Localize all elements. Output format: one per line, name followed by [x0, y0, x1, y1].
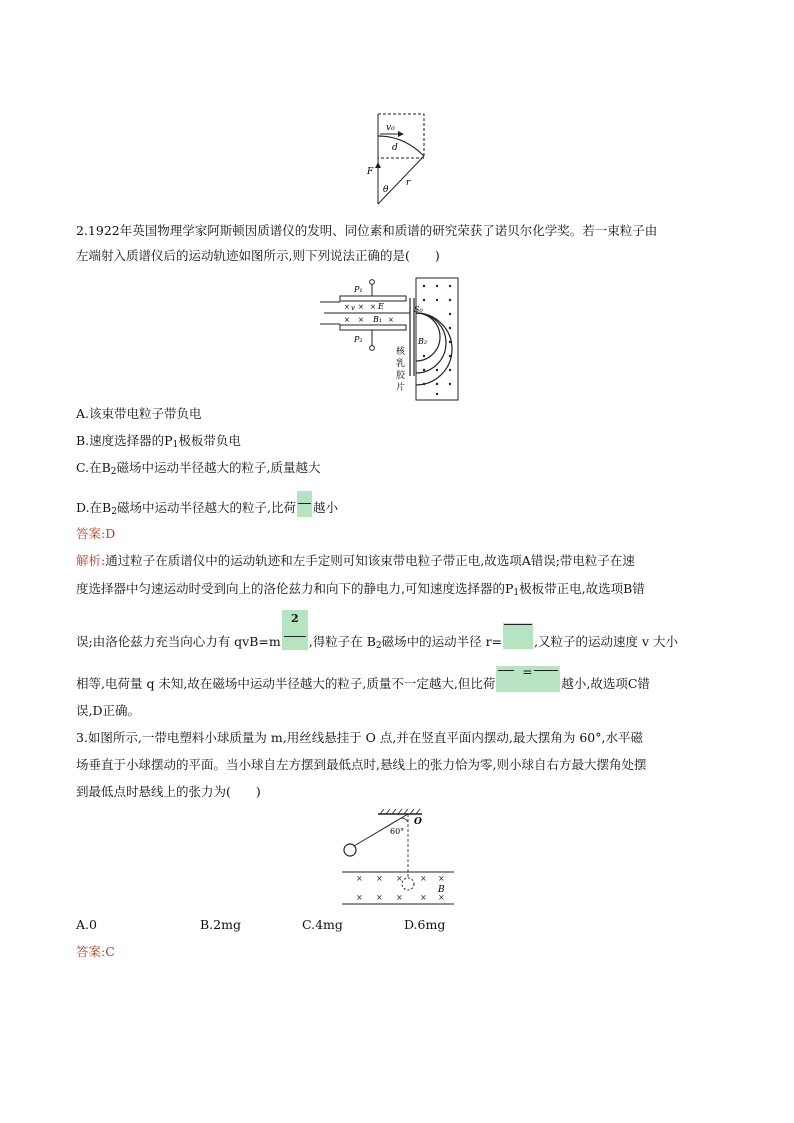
svg-text:×: ×	[396, 874, 403, 883]
figure-pendulum	[336, 808, 460, 908]
q3-answer: 答案:C	[76, 944, 115, 959]
q2-option-a: A.该束带电粒子带负电	[76, 406, 202, 421]
fraction-placeholder	[297, 491, 312, 517]
svg-text:×: ×	[420, 874, 427, 883]
svg-text:×: ×	[356, 893, 363, 902]
svg-text:×: ×	[438, 893, 445, 902]
q3-option-a: A.0	[76, 917, 97, 932]
svg-text:×: ×	[376, 893, 383, 902]
q3-option-b: B.2mg	[200, 917, 241, 932]
svg-text:×: ×	[358, 303, 364, 311]
q2-analysis-line-1: 解析:通过粒子在质谱仪中的运动轨迹和左手定则可知该束带电粒子带正电,故选项A错误;带电粒子在速	[76, 553, 635, 568]
svg-text:×: ×	[438, 874, 445, 883]
fig1-label-d: d	[392, 143, 398, 153]
fig2-film-char-4: 片	[396, 383, 406, 393]
q2-option-c: C.在$B_2$磁场中运动半径越大的粒子,质量越大	[76, 460, 321, 477]
q2-analysis-line-3: 误;由洛伦兹力充当向心力有 qvB=m 2 ,得粒子在 $B_2$磁场中的运动半径 r= ,又粒子的运动速度 v 大小	[76, 611, 679, 651]
figure-mass-spectrometer	[318, 276, 464, 402]
svg-text:×: ×	[376, 874, 383, 883]
q3-stem-line-2: 场垂直于小球摆动的平面。当小球自左方摆到最低点时,悬线上的张力恰为零,则小球自右方最大摆角处摆	[76, 757, 647, 772]
q2-option-b: B.速度选择器的$P_1$极板带负电	[76, 433, 241, 450]
fig2-film-char-1: 核	[396, 347, 406, 357]
fig2-label-s0: S₀	[414, 305, 423, 314]
fig2-label-b1: B₁	[373, 315, 383, 324]
svg-text:×: ×	[370, 303, 376, 311]
fig2-label-p1: P₁	[354, 285, 363, 294]
svg-text:×: ×	[388, 316, 394, 324]
q2-answer: 答案:D	[76, 526, 116, 541]
q2-stem-line-1: 2.1922年英国物理学家阿斯顿因质谱仪的发明、同位素和质谱的研究荣获了诺贝尔化学奖。若一束粒子由	[76, 223, 658, 238]
fig2-label-e: E	[378, 302, 384, 311]
fig3-label-o: O	[414, 817, 422, 827]
q2-stem-line-2: 左端射入质谱仪后的运动轨迹如图所示,则下列说法正确的是( )	[76, 248, 440, 263]
fig2-label-p2: P₂	[354, 335, 363, 344]
fig1-label-f: F	[367, 167, 374, 177]
svg-text:×: ×	[358, 316, 364, 324]
figure-trajectory-diagram	[364, 112, 432, 208]
svg-text:×: ×	[344, 316, 350, 324]
q3-option-d: D.6mg	[404, 917, 446, 932]
svg-text:×: ×	[420, 893, 427, 902]
fraction-mv2-over-r: 2	[282, 610, 308, 650]
q2-analysis-line-4: 相等,电荷量 q 未知,故在磁场中运动半径越大的粒子,质量不一定越大,但比荷 = 越小,故选项C错	[76, 664, 650, 691]
q2-analysis-line-5: 误,D正确。	[76, 703, 140, 718]
fig1-label-r: r	[406, 178, 411, 188]
q3-stem-line-1: 3.如图所示,一带电塑料小球质量为 m,用丝线悬挂于 O 点,并在竖直平面内摆动,最大摆角为 60°,水平磁	[76, 730, 643, 745]
q3-option-c: C.4mg	[302, 917, 343, 932]
fig1-label-v0: v₀	[386, 123, 395, 133]
fraction-charge-mass-ratio: =	[496, 666, 560, 692]
q2-option-d: D.在$B_2$磁场中运动半径越大的粒子,比荷 越小	[76, 499, 338, 521]
svg-text:×: ×	[344, 303, 350, 311]
fig2-label-b2: B₂	[418, 337, 428, 346]
analysis-label: 解析:	[76, 553, 106, 568]
svg-text:×: ×	[396, 893, 403, 902]
fig2-label-v: v	[351, 304, 355, 312]
q2-analysis-line-2: 度选择器中匀速运动时受到向上的洛伦兹力和向下的静电力,可知速度选择器的$P_1$极板带正电,故选项B错	[76, 581, 645, 598]
svg-text:×: ×	[356, 874, 363, 883]
fraction-radius	[503, 623, 533, 649]
fig2-film-char-2: 乳	[396, 359, 406, 369]
fig3-label-angle: 60°	[390, 827, 405, 836]
fig3-label-b: B	[438, 885, 445, 895]
q3-stem-line-3: 到最低点时悬线上的张力为( )	[76, 784, 261, 799]
fig1-label-theta: θ	[383, 185, 389, 195]
fig2-film-char-3: 胶	[396, 371, 406, 381]
